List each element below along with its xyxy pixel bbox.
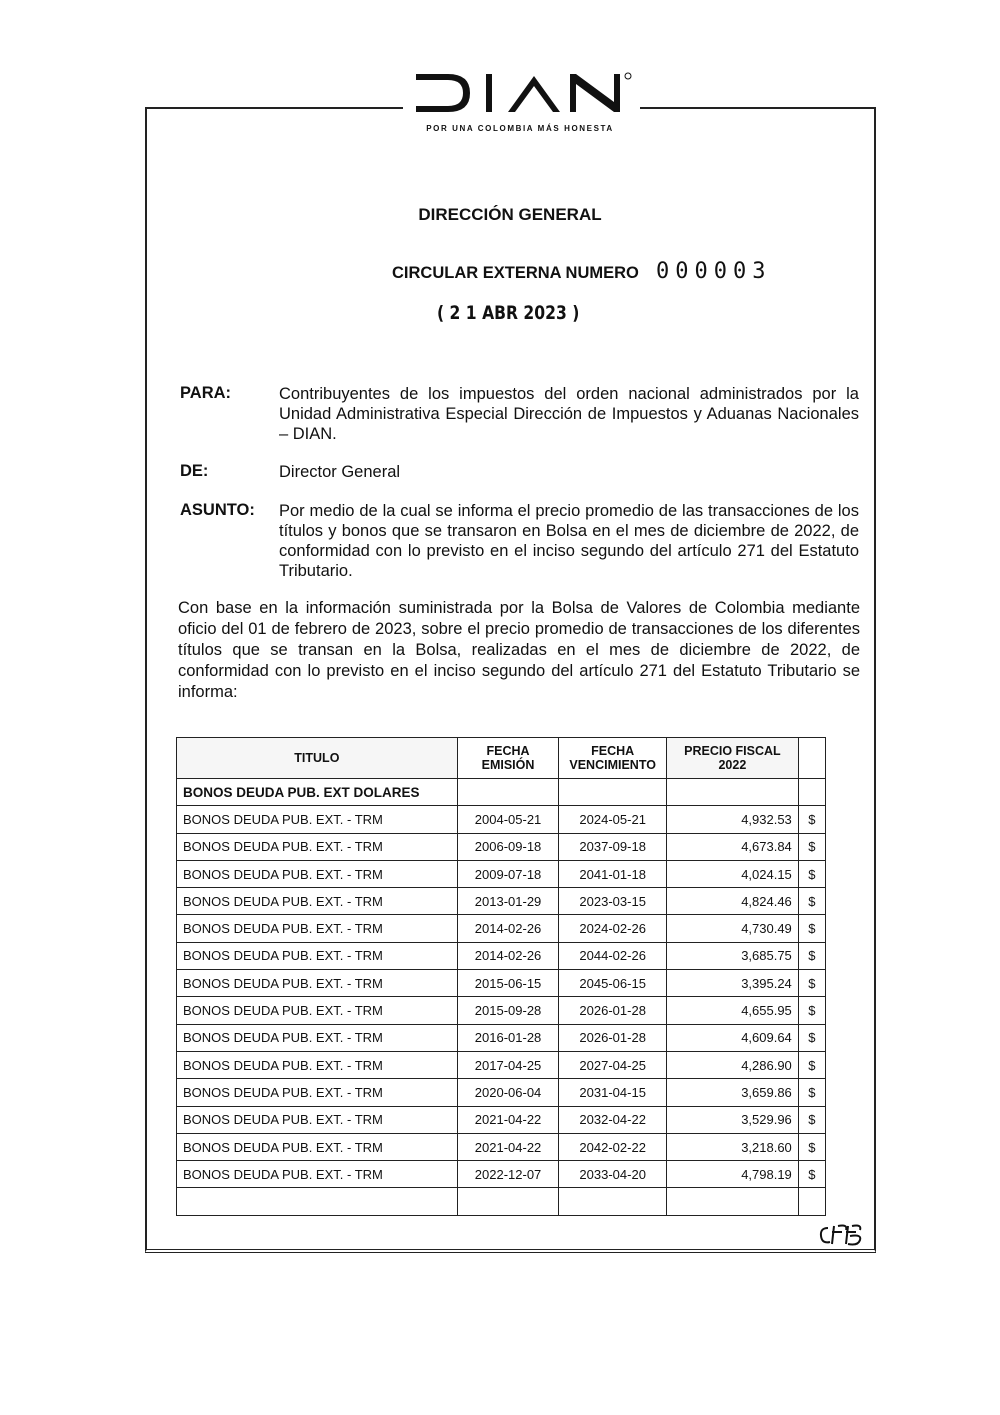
table-row <box>177 833 826 860</box>
table-row-empty <box>177 1188 826 1215</box>
cell-titulo: BONOS DEUDA PUB. EXT. - TRM <box>177 1161 458 1188</box>
cell-fecha-emision: 2017-04-25 <box>457 1051 559 1078</box>
cell-fecha-emision: 2006-09-18 <box>457 833 559 860</box>
cell-titulo: BONOS DEUDA PUB. EXT. - TRM <box>177 997 458 1024</box>
bonds-price-table <box>176 737 826 1216</box>
empty-cell <box>667 779 799 806</box>
header-currency <box>798 738 825 779</box>
table-row <box>177 1024 826 1051</box>
cell-fecha-vencimiento: 2031-04-15 <box>559 1079 667 1106</box>
cell-currency: $ <box>798 1106 825 1133</box>
cell-fecha-vencimiento: 2044-02-26 <box>559 942 667 969</box>
table-row <box>177 860 826 887</box>
section-title: BONOS DEUDA PUB. EXT DOLARES <box>177 779 458 806</box>
cell-precio-fiscal: 4,609.64 <box>667 1024 799 1051</box>
empty-cell <box>559 1188 667 1215</box>
cell-fecha-vencimiento: 2037-09-18 <box>559 833 667 860</box>
cell-precio-fiscal: 3,529.96 <box>667 1106 799 1133</box>
header-precio-fiscal: PRECIO FISCAL 2022 <box>667 738 799 779</box>
empty-cell <box>798 779 825 806</box>
section-row <box>177 779 826 806</box>
empty-cell <box>457 1188 559 1215</box>
cell-titulo: BONOS DEUDA PUB. EXT. - TRM <box>177 860 458 887</box>
table-row <box>177 1133 826 1160</box>
cell-titulo: BONOS DEUDA PUB. EXT. - TRM <box>177 915 458 942</box>
cell-currency: $ <box>798 970 825 997</box>
cell-currency: $ <box>798 915 825 942</box>
table-row <box>177 1161 826 1188</box>
cell-fecha-emision: 2016-01-28 <box>457 1024 559 1051</box>
handwritten-initials <box>818 1222 870 1253</box>
empty-cell <box>798 1188 825 1215</box>
table-row <box>177 1106 826 1133</box>
date-stamp: ( 2 1 ABR 2023 ) <box>437 302 580 324</box>
cell-titulo: BONOS DEUDA PUB. EXT. - TRM <box>177 1024 458 1051</box>
body-paragraph: Con base en la información suministrada por la Bolsa de Valores de Colombia mediante oficio del 01 de febrero de 2023, sobre el precio promedio de transacciones de los diferentes títulos que se transan en la Bolsa, realizadas en el mes de diciembre de 2022, de conformidad con lo previsto en el inciso segundo del artículo 271 del Estatuto Tributario se informa: <box>178 599 860 701</box>
cell-currency: $ <box>798 888 825 915</box>
cell-precio-fiscal: 4,673.84 <box>667 833 799 860</box>
cell-fecha-emision: 2021-04-22 <box>457 1106 559 1133</box>
cell-precio-fiscal: 4,024.15 <box>667 860 799 887</box>
cell-titulo: BONOS DEUDA PUB. EXT. - TRM <box>177 1133 458 1160</box>
de-value: Director General <box>279 463 401 481</box>
direction-heading: DIRECCIÓN GENERAL <box>418 205 602 224</box>
header-titulo: TITULO <box>177 738 458 779</box>
cell-currency: $ <box>798 1133 825 1160</box>
empty-cell <box>457 779 559 806</box>
cell-titulo: BONOS DEUDA PUB. EXT. - TRM <box>177 833 458 860</box>
para-value: Contribuyentes de los impuestos del orden nacional administrados por la Unidad Administrativa Especial Dirección de Impuestos y Aduanas Nacionales – DIAN. <box>279 385 859 443</box>
para-label: PARA: <box>180 384 232 402</box>
cell-fecha-emision: 2014-02-26 <box>457 942 559 969</box>
cell-fecha-emision: 2015-06-15 <box>457 970 559 997</box>
header-fecha-vencimiento: FECHA VENCIMIENTO <box>559 738 667 779</box>
table-row <box>177 1051 826 1078</box>
cell-fecha-emision: 2021-04-22 <box>457 1133 559 1160</box>
table-row <box>177 970 826 997</box>
cell-titulo: BONOS DEUDA PUB. EXT. - TRM <box>177 888 458 915</box>
de-label: DE: <box>180 462 209 480</box>
cell-precio-fiscal: 4,932.53 <box>667 806 799 833</box>
cell-fecha-emision: 2004-05-21 <box>457 806 559 833</box>
cell-fecha-emision: 2022-12-07 <box>457 1161 559 1188</box>
cell-precio-fiscal: 3,659.86 <box>667 1079 799 1106</box>
empty-cell <box>559 779 667 806</box>
cell-precio-fiscal: 4,824.46 <box>667 888 799 915</box>
table-row <box>177 1079 826 1106</box>
cell-precio-fiscal: 4,798.19 <box>667 1161 799 1188</box>
cell-fecha-vencimiento: 2042-02-22 <box>559 1133 667 1160</box>
asunto-value: Por medio de la cual se informa el precio promedio de las transacciones de los títulos y bonos que se transaron en Bolsa en el mes de diciembre de 2022, de conformidad con lo previsto en el inciso segundo del artículo 271 del Estatuto Tributario. <box>279 502 859 580</box>
cell-fecha-emision: 2014-02-26 <box>457 915 559 942</box>
table-row <box>177 997 826 1024</box>
cell-titulo: BONOS DEUDA PUB. EXT. - TRM <box>177 1106 458 1133</box>
cell-precio-fiscal: 3,218.60 <box>667 1133 799 1160</box>
cell-fecha-vencimiento: 2032-04-22 <box>559 1106 667 1133</box>
cell-precio-fiscal: 3,395.24 <box>667 970 799 997</box>
table-row <box>177 888 826 915</box>
cell-fecha-emision: 2015-09-28 <box>457 997 559 1024</box>
cell-fecha-emision: 2013-01-29 <box>457 888 559 915</box>
initials-signature <box>818 1222 870 1248</box>
cell-titulo: BONOS DEUDA PUB. EXT. - TRM <box>177 806 458 833</box>
cell-fecha-emision: 2009-07-18 <box>457 860 559 887</box>
logo-tagline: POR UNA COLOMBIA MÁS HONESTA <box>426 124 614 133</box>
asunto-label: ASUNTO: <box>180 501 255 519</box>
cell-currency: $ <box>798 860 825 887</box>
table-header-row <box>177 738 826 779</box>
cell-currency: $ <box>798 942 825 969</box>
cell-titulo: BONOS DEUDA PUB. EXT. - TRM <box>177 1051 458 1078</box>
cell-precio-fiscal: 4,286.90 <box>667 1051 799 1078</box>
table-row <box>177 806 826 833</box>
cell-fecha-vencimiento: 2023-03-15 <box>559 888 667 915</box>
empty-cell <box>177 1188 458 1215</box>
cell-fecha-vencimiento: 2024-05-21 <box>559 806 667 833</box>
cell-currency: $ <box>798 1051 825 1078</box>
cell-fecha-vencimiento: 2027-04-25 <box>559 1051 667 1078</box>
table-row <box>177 915 826 942</box>
cell-precio-fiscal: 3,685.75 <box>667 942 799 969</box>
cell-fecha-vencimiento: 2041-01-18 <box>559 860 667 887</box>
cell-currency: $ <box>798 833 825 860</box>
cell-titulo: BONOS DEUDA PUB. EXT. - TRM <box>177 970 458 997</box>
cell-fecha-emision: 2020-06-04 <box>457 1079 559 1106</box>
cell-precio-fiscal: 4,655.95 <box>667 997 799 1024</box>
header-fecha-emision: FECHA EMISIÓN <box>457 738 559 779</box>
cell-currency: $ <box>798 806 825 833</box>
cell-titulo: BONOS DEUDA PUB. EXT. - TRM <box>177 942 458 969</box>
cell-currency: $ <box>798 997 825 1024</box>
cell-currency: $ <box>798 1079 825 1106</box>
cell-currency: $ <box>798 1024 825 1051</box>
cell-currency: $ <box>798 1161 825 1188</box>
circular-number: 000003 <box>656 259 772 284</box>
cell-fecha-vencimiento: 2033-04-20 <box>559 1161 667 1188</box>
cell-fecha-vencimiento: 2026-01-28 <box>559 1024 667 1051</box>
circular-label: CIRCULAR EXTERNA NUMERO <box>392 264 639 282</box>
empty-cell <box>667 1188 799 1215</box>
table-row <box>177 942 826 969</box>
cell-titulo: BONOS DEUDA PUB. EXT. - TRM <box>177 1079 458 1106</box>
cell-fecha-vencimiento: 2024-02-26 <box>559 915 667 942</box>
cell-precio-fiscal: 4,730.49 <box>667 915 799 942</box>
cell-fecha-vencimiento: 2026-01-28 <box>559 997 667 1024</box>
cell-fecha-vencimiento: 2045-06-15 <box>559 970 667 997</box>
